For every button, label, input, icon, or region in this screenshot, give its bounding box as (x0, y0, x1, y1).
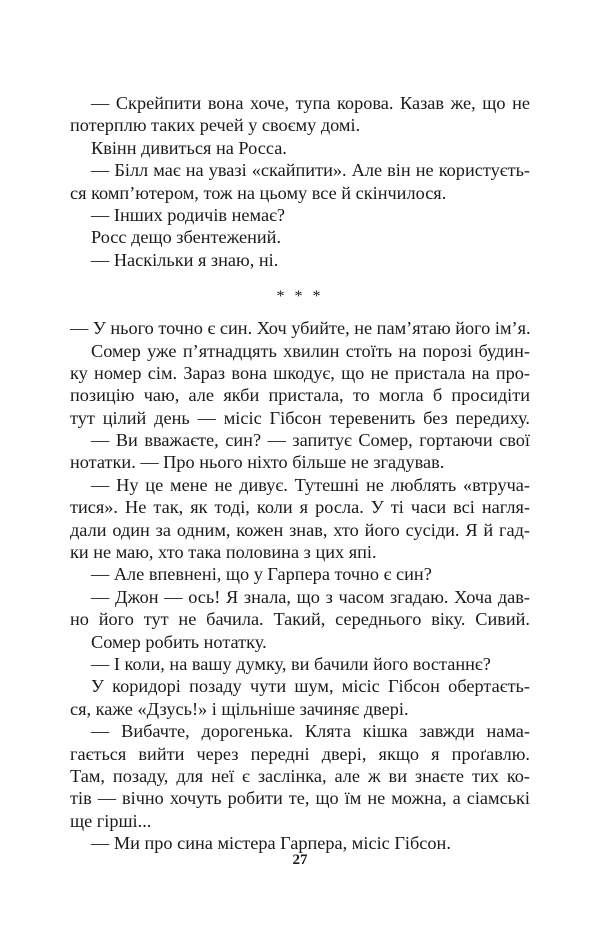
text-block-1 (70, 92, 530, 271)
text-line: тут цілий день — місіс Гібсон теревенить без передиху. (70, 407, 530, 428)
text-line: — Скрейпити вона хоче, тупа корова. Казав же, що не (91, 93, 530, 113)
text-line: ку номер сім. Зараз вона шкодує, що не пристала на про- (70, 362, 530, 383)
text-line: — Вибачте, дорогенька. Клята кішка завжди нама- (91, 721, 530, 742)
text-line: Сомер уже п’ятнадцять хвилин стоїть на порозі будин- (91, 340, 530, 361)
text-line: но його тут не бачила. Такий, середнього віку. Сивий. (70, 609, 530, 630)
text-line: — У нього точно є син. Хоч убийте, не пам’ятаю його ім’я. (70, 318, 531, 339)
text-line: — Наскільки я знаю, ні. (91, 249, 279, 270)
text-line: — І коли, на вашу думку, ви бачили його востаннє? (91, 653, 491, 674)
text-line: — Ви вважаєте, син? — запитує Сомер, гортаючи свої (91, 430, 530, 451)
text-line: ще гірші... (70, 810, 152, 831)
text-line: Квінн дивиться на Росса. (91, 137, 287, 158)
text-line: — Інших родичів немає? (91, 204, 286, 225)
section-separator: * * * (276, 288, 324, 306)
text-line: тися». Не так, як тоді, коли я росла. У ті часи всі нагля- (70, 497, 530, 518)
text-line: тів — вічно хочуть робити те, що їм не можна, а сіамські (70, 788, 530, 809)
text-line: гається вийти через передні двері, якщо я проґавлю. (70, 743, 530, 764)
text-line: Сомер робить нотатку. (91, 631, 267, 652)
text-line: — Білл має на увазі «скайпити». Але він не користуєть- (91, 160, 530, 181)
text-line: — Ну це мене не дивує. Тутешні не люблять «втруча- (91, 474, 530, 495)
text-line: — Але впевнені, що у Гарпера точно є син? (91, 564, 432, 585)
text-line: позицію чаю, але якби пристала, то могла б просидіти (70, 385, 530, 406)
text-line: — Джон — ось! Я знала, що з часом згадаю. Хоча дав- (91, 586, 530, 607)
text-line: ся комп’ютером, тож на цьому все й скінчилося. (70, 182, 447, 203)
text-line: Росс дещо збентежений. (91, 227, 282, 248)
text-line: Там, позаду, для неї є заслінка, але ж ви знаєте тих ко- (70, 765, 530, 786)
text-line: У коридорі позаду чути шум, місіс Гібсон обертаєть- (91, 676, 530, 697)
text-line: потерплю таких речей у своєму домі. (70, 115, 361, 136)
text-line: дали один за одним, кожен знав, хто його сусіди. Я й гад- (70, 519, 530, 540)
text-line: нотатки. — Про нього ніхто більше не згадував. (70, 452, 445, 473)
text-line: ся, каже «Дзусь!» і щільніше зачиняє двері. (70, 698, 409, 719)
text-line: ки не маю, хто така половина з цих япі. (70, 542, 377, 563)
page-number: 27 (292, 852, 308, 868)
book-page-text (70, 92, 530, 855)
text-line: — Ми про сина містера Гарпера, місіс Гібсон. (91, 833, 451, 854)
text-block-2 (70, 317, 530, 854)
